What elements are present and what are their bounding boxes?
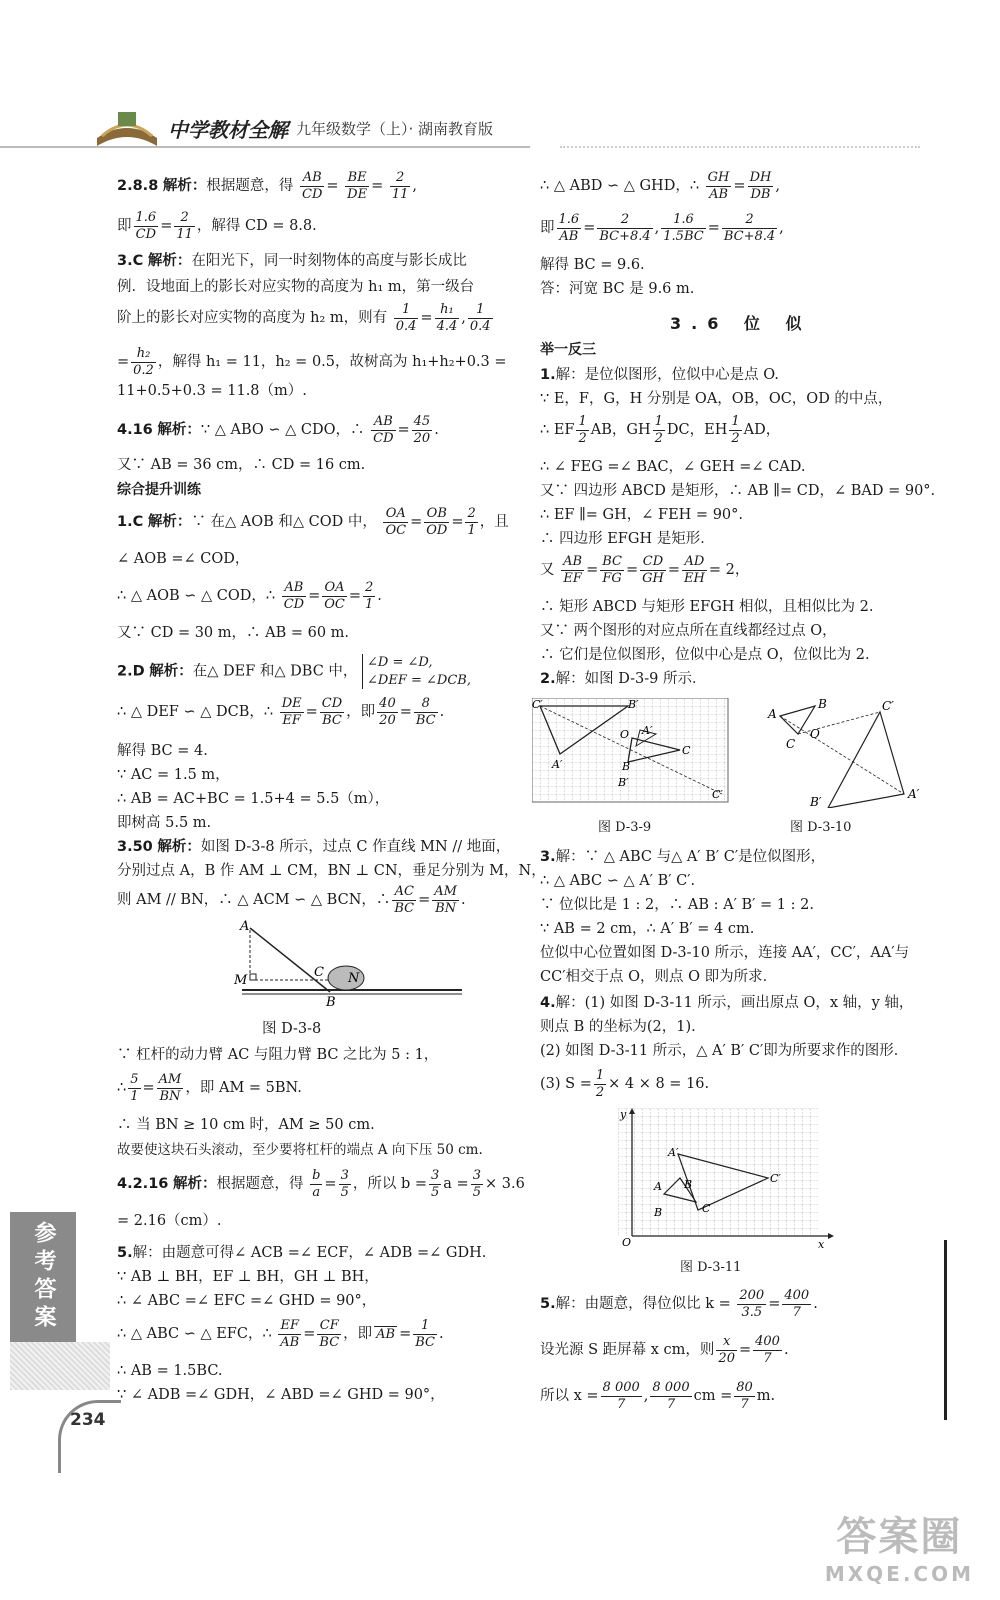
- svg-text:M: M: [234, 973, 248, 988]
- q2-line4: ∵ AC = 1.5 m，: [117, 767, 230, 783]
- svg-text:O: O: [810, 727, 820, 741]
- q3: 3.50 解析：如图 D-3-8 所示，过点 C 作直线 MN // 地面，: [117, 839, 511, 855]
- r-line2: 即 $\frac{1.6}{AB}$ = $\frac{2}{BC+8.4}$ , $\frac{1.6}{1.5BC}$ = $\frac{2}{BC+8.4}$ ,: [540, 212, 784, 244]
- header-rule: [0, 146, 530, 148]
- a4-line3: (2) 如图 D-3-11 所示，△ A′ B′ C′即为所要求作的图形．: [540, 1043, 909, 1059]
- svg-text:x: x: [818, 1238, 825, 1248]
- section-heading-comprehensive: 综合提升训练: [117, 482, 201, 498]
- svg-text:C′: C′: [532, 698, 543, 711]
- caption-d-3-9: 图 D-3-9: [598, 820, 652, 835]
- book-title: 中学教材全解: [168, 118, 288, 142]
- q4-line2: = 2.16（cm）.: [117, 1213, 222, 1229]
- a1-line2: ∵ E，F，G，H 分别是 OA，OB，OC，OD 的中点，: [540, 391, 893, 407]
- page-edge-line: [944, 1240, 947, 1420]
- figure-d-3-9-grid: [532, 698, 732, 808]
- q4: 4.2.16 解析：根据题意，得 $\frac{b}{a}$ = $\frac{3}{5}$ ，所以 b = $\frac{3}{5}$ a = $\frac{3}{5}$ × 3.6: [117, 1168, 525, 1200]
- svg-text:B′: B′: [810, 795, 822, 808]
- a1-line9: ∴ 矩形 ABCD 与矩形 EFGH 相似，且相似比为 2.: [540, 599, 874, 615]
- answer-3-line3: 阶上的影长对应实物的高度为 h₂ m，则有 $\frac{1}{0.4}$ = $\frac{\text{h₁}}{4.4}$ , $\frac{1}{0.4}$: [117, 302, 491, 334]
- section-heading-practice: 举一反三: [540, 342, 596, 358]
- a1-line4: ∴ ∠ FEG =∠ BAC，∠ GEH =∠ CAD.: [540, 459, 806, 475]
- q2-line3: 解得 BC = 4.: [117, 743, 208, 759]
- a4: 4.解：(1) 如图 D-3-11 所示，画出原点 O，x 轴，y 轴，: [540, 995, 914, 1011]
- caption-d-3-8: 图 D-3-8: [262, 1021, 322, 1037]
- q5-line6: ∵ ∠ ADB =∠ GDH，∠ ABD =∠ GHD = 90°，: [117, 1387, 445, 1403]
- q1-line2: ∠ AOB =∠ COD，: [117, 551, 250, 567]
- a3-line5: 位似中心位置如图 D-3-10 所示，连接 AA′，CC′，AA′与: [540, 945, 910, 961]
- svg-text:A: A: [240, 919, 250, 934]
- answer-4: 4.16 解析：∵ △ ABO ∽ △ CDO，∴ $\frac{AB}{CD}$ = $\frac{45}{20}$ .: [117, 414, 439, 446]
- answer-3-line4: = $\frac{\text{h₂}}{0.2}$ ，解得 h₁ = 11，h₂ = 0.5，故树高为 h₁+h₂+0.3 =: [117, 346, 507, 378]
- side-tab-pattern: [10, 1342, 110, 1390]
- a1-line8: 又 $\frac{AB}{EF}$ = $\frac{BC}{FG}$ = $\frac{CD}{GH}$ = $\frac{AD}{EH}$ = 2，: [540, 554, 750, 586]
- svg-text:A′: A′: [552, 758, 563, 771]
- section-title-3-6: 3.6 位 似: [670, 314, 812, 333]
- book-subtitle: 九年级数学（上）· 湖南教育版: [296, 120, 494, 138]
- q3-line2: 分别过点 A，B 作 AM ⊥ CM，BN ⊥ CN，垂足分别为 M，N，: [117, 863, 546, 879]
- svg-text:N: N: [348, 971, 360, 986]
- q3-line5: ∴ $\frac{5}{1}$ = $\frac{AM}{BN}$ ，即 AM = 5BN.: [117, 1072, 302, 1104]
- svg-text:B: B: [684, 1178, 693, 1191]
- q2-line2: ∴ △ DEF ∽ △ DCB，∴ $\frac{DE}{EF}$ = $\frac{CD}{BC}$ ，即 $\frac{40}{20}$ = $\frac{8}{BC}$ .: [117, 696, 445, 728]
- svg-text:B′: B′: [618, 776, 629, 789]
- answer-2: 2.8.8 解析：根据题意，得 $\frac{AB}{CD}$ = $\frac{BE}{DE}$ = $\frac{2}{11}$ ,: [117, 170, 417, 202]
- q3-line3: 则 AM // BN，∴ △ ACM ∽ △ BCN，∴ $\frac{AC}{BC}$ = $\frac{AM}{BN}$ .: [117, 884, 466, 916]
- svg-text:A: A: [768, 707, 777, 721]
- answer-4-line2: 又∵ AB = 36 cm，∴ CD = 16 cm.: [117, 457, 366, 473]
- svg-text:C′: C′: [882, 699, 894, 713]
- figure-d-3-11-coordinate-grid: [618, 1108, 838, 1248]
- svg-text:B: B: [622, 760, 631, 773]
- svg-text:A′: A′: [908, 787, 920, 801]
- q3-line7: 故要使这块石头滚动，至少要将杠杆的端点 A 向下压 50 cm.: [117, 1142, 483, 1158]
- a1-line7: ∴ 四边形 EFGH 是矩形．: [540, 531, 715, 547]
- svg-text:O: O: [620, 728, 630, 741]
- a1: 1.解：是位似图形，位似中心是点 O.: [540, 367, 779, 383]
- r-line3: 解得 BC = 9.6.: [540, 257, 645, 273]
- svg-text:C′: C′: [712, 788, 723, 801]
- a5: 5.解：由题意，得位似比 k = $\frac{200}{3.5}$ = $\frac{400}{7}$ .: [540, 1288, 818, 1320]
- svg-text:B: B: [326, 995, 336, 1008]
- a5-line2: 设光源 S 距屏幕 x cm，则 $\frac{x}{20}$ = $\frac{400}{7}$ .: [540, 1334, 789, 1366]
- a5-line3: 所以 x = $\frac{8 000}{7}$ , $\frac{8 000}{7}$ cm = $\frac{80}{7}$ m.: [540, 1380, 776, 1412]
- q2-line6: 即树高 5.5 m.: [117, 815, 212, 831]
- svg-text:C: C: [702, 1202, 711, 1215]
- a4-line4: (3) S = $\frac{1}{2}$ × 4 × 8 = 16.: [540, 1068, 710, 1100]
- book-logo-icon: [92, 108, 162, 150]
- svg-text:B′: B′: [628, 698, 639, 711]
- svg-text:A′: A′: [642, 724, 653, 737]
- a1-line11: ∴ 它们是位似图形，位似中心是点 O，位似比为 2.: [540, 647, 870, 663]
- r-line1: ∴ △ ABD ∽ △ GHD，∴ $\frac{GH}{AB}$ = $\frac{DH}{DB}$ ,: [540, 170, 780, 202]
- a1-line5: 又∵ 四边形 ABCD 是矩形，∴ AB ∥= CD，∠ BAD = 90°.: [540, 483, 936, 499]
- q3-line4: ∵ 杠杆的动力臂 AC 与阻力臂 BC 之比为 5 : 1，: [117, 1047, 439, 1063]
- r-line4: 答：河宽 BC 是 9.6 m.: [540, 281, 695, 297]
- a2: 2.解：如图 D-3-9 所示．: [540, 671, 707, 687]
- q2: 2.D 解析：在△ DEF 和△ DBC 中， ∠D = ∠D, ∠DEF = ∠DCB,: [117, 655, 471, 688]
- a3-line4: ∵ AB = 2 cm，∴ A′ B′ = 4 cm.: [540, 921, 755, 937]
- q1-line3: ∴ △ AOB ∽ △ COD，∴ $\frac{AB}{CD}$ = $\frac{OA}{OC}$ = $\frac{2}{1}$ .: [117, 580, 382, 612]
- caption-d-3-11: 图 D-3-11: [680, 1260, 742, 1275]
- answer-3-line5: 11+0.5+0.3 = 11.8（m）.: [117, 383, 307, 399]
- answer-3: 3.C 解析：在阳光下，同一时刻物体的高度与影长成比: [117, 253, 467, 269]
- svg-text:B: B: [818, 698, 827, 711]
- page-header: [0, 108, 1000, 156]
- q1: 1.C 解析：∵ 在△ AOB 和△ COD 中， $\frac{OA}{OC}$ = $\frac{OB}{OD}$ = $\frac{2}{1}$ ，且: [117, 506, 509, 538]
- side-tab-reference-answers: 参考答案: [10, 1212, 76, 1342]
- q1-line4: 又∵ CD = 30 m，∴ AB = 60 m.: [117, 625, 350, 641]
- answer-3-line2: 例．设地面上的影长对应实物的高度为 h₁ m，第一级台: [117, 279, 475, 295]
- a3: 3.解：∵ △ ABC 与△ A′ B′ C′是位似图形，: [540, 849, 826, 865]
- a3-line2: ∴ △ ABC ∽ △ A′ B′ C′.: [540, 873, 696, 889]
- q5-line4: ∴ △ ABC ∽ △ EFC，∴ $\frac{EF}{AB}$ = $\frac{CF}{BC}$ ，即 AB = $\frac{1}{BC}$ .: [117, 1318, 444, 1350]
- a1-line6: ∴ EF ∥= GH，∠ FEH = 90°.: [540, 507, 743, 523]
- q5-line2: ∵ AB ⊥ BH，EF ⊥ BH，GH ⊥ BH，: [117, 1269, 379, 1285]
- svg-text:y: y: [620, 1108, 627, 1121]
- page-number: 234: [70, 1410, 106, 1430]
- answer-2-line2: 即 $\frac{1.6}{CD}$ = $\frac{2}{11}$ ，解得 CD = 8.8.: [117, 210, 317, 242]
- watermark-logo: 答案圈 MXQE.COM: [824, 1514, 974, 1586]
- q5-line3: ∴ ∠ ABC =∠ EFC =∠ GHD = 90°，: [117, 1293, 377, 1309]
- a3-line6: CC′相交于点 O，则点 O 即为所求．: [540, 969, 778, 985]
- svg-text:B: B: [654, 1206, 663, 1219]
- caption-d-3-10: 图 D-3-10: [790, 820, 852, 835]
- q5-line5: ∴ AB = 1.5BC.: [117, 1363, 223, 1379]
- figure-d-3-8-lever: [222, 918, 482, 1008]
- figure-d-3-10: [760, 698, 930, 808]
- a1-line3: ∴ EF $\frac{1}{2}$ AB，GH $\frac{1}{2}$ DC，EH $\frac{1}{2}$ AD，: [540, 414, 781, 446]
- q2-line5: ∴ AB = AC+BC = 1.5+4 = 5.5（m），: [117, 791, 390, 807]
- svg-text:C′: C′: [770, 1172, 781, 1185]
- a4-line2: 则点 B 的坐标为(2，1).: [540, 1019, 696, 1035]
- q3-line6: ∴ 当 BN ≥ 10 cm 时，AM ≥ 50 cm.: [117, 1117, 375, 1133]
- svg-text:C: C: [786, 737, 796, 751]
- svg-text:C: C: [314, 965, 324, 980]
- q5: 5.解：由题意可得∠ ACB =∠ ECF，∠ ADB =∠ GDH.: [117, 1245, 487, 1261]
- header-dotted-rule: [560, 146, 920, 148]
- svg-text:A: A: [654, 1180, 662, 1193]
- svg-text:C: C: [682, 744, 691, 757]
- a1-line10: 又∵ 两个图形的对应点所在直线都经过点 O，: [540, 623, 837, 639]
- a3-line3: ∵ 位似比是 1 : 2，∴ AB : A′ B′ = 1 : 2.: [540, 897, 814, 913]
- svg-text:O: O: [622, 1236, 632, 1248]
- svg-text:A′: A′: [668, 1146, 679, 1159]
